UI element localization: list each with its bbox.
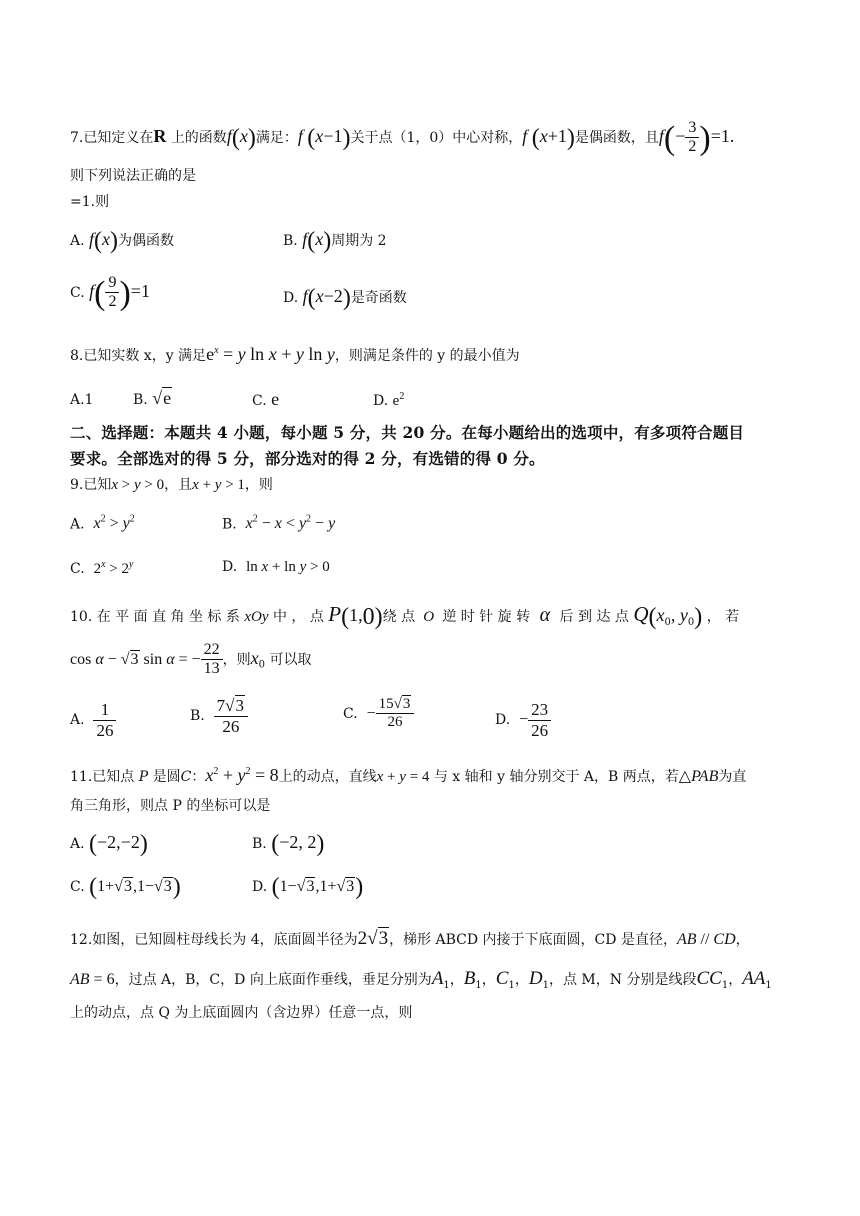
q12-stem-text: ，点 M，N 分别是线段 [548,972,697,988]
option-label: D. [283,290,299,306]
formula-f-x-minus-1: f [297,125,303,146]
q7-stem-text: 满足： [255,129,298,146]
q10-line2: cos α − √3 sin α = − $\frac{22}{13}$ ，则$x_0$ 可以取 [70,641,312,678]
formula-fx: f [226,125,232,146]
section-2-heading-line2: 要求。全部选对的得 5 分，部分选对的得 2 分，有选错的得 0 分。 [70,449,545,468]
q10-option-a: A. $\frac{1}{26}$ [70,700,116,740]
q7-stem: 7.已知定义在R 上的函数f(x)满足：f (x−1)关于点（1，0）中心对称，f (x+1)是偶函数，且f(− $\frac{3}{2}$ )=1. [70,119,735,157]
option-label: D. [373,393,389,409]
q9-option-b: B. $x^2 - x < y^2 - y$ [222,514,336,533]
option-label: A. [70,836,85,852]
q7-stem-text: 上的函数 [170,129,227,146]
q10-stem-text: 逆 时 针 旋 转 [442,609,531,625]
q7-line3: =1.则 [70,194,110,210]
q8-stem-text: 8.已知实数 x，y 满足 [70,348,207,364]
q10-stem-text: 中 ， 点 [272,609,324,625]
option-label: D. [495,712,511,729]
option-label: B. [222,516,237,533]
option-label: B. [190,708,205,725]
q12-stem-text: 12.如图，已知圆柱母线长为 4，底面圆半径为 [70,932,358,948]
option-text: 是奇函数 [350,290,407,306]
option-text: 为偶函数 [118,233,175,249]
q8-option-a: A.1 [70,392,94,408]
option-label: B. [252,836,267,852]
q8-option-c: C. e [252,389,280,409]
q11-stem-text: 与 x 轴和 y 轴分别交于 A，B 两点，若 [433,769,679,785]
q10-stem: 10. 在 平 面 直 角 坐 标 系 xOy 中 ， 点 P(1,0)绕 点 O 逆 时 针 旋 转 α 后 到 达 点 $Q(x_0$, $y_0$) ， 若 [70,602,740,630]
q7-stem-text: 7.已知定义在 [70,129,154,146]
q10-stem-text: 绕 点 [382,609,416,625]
q9-option-c: C. $2^x > 2^y$ [70,559,134,577]
q8-option-d: D. $e^2$ [373,391,405,409]
q11-option-c: C. (1+√3,1−√3) [70,874,181,900]
q12-stem-text: ，梯形 ABCD 内接于下底面圆，CD 是直径， [389,932,677,948]
option-label: C. [252,393,267,409]
option-label: C. [343,705,358,722]
q10-stem-text: 10. 在 平 面 直 角 坐 标 系 [70,609,240,625]
q7-option-b: B. f(x)周期为 2 [283,228,387,254]
option-label: D. [252,879,268,895]
q11-option-a: A. (−2,−2) [70,831,148,857]
option-label: B. [133,392,148,408]
q8-stem [70,345,520,363]
q11-stem-text: 上的动点，直线 [278,769,377,785]
option-label: C. [70,879,85,895]
q9-option-d: D. ln x + ln y > 0 [222,559,330,575]
q12-line3: 上的动点，点 Q 为上底面圆内（含边界）任意一点，则 [70,1005,413,1021]
q7-option-c: C. f( $\frac{9}{2}$ )=1 [70,274,150,312]
q11-stem-text: 为直 [718,769,747,785]
q9-stem-text: ，则 [244,477,273,493]
q11-stem-text: 11.已知点 [70,769,135,785]
q10-option-b: B. $\frac{7√3}{26}$ [190,696,248,736]
option-label: C. [70,284,85,301]
q10-stem-text: 后 到 达 点 [559,609,629,625]
q7-option-a: A. f(x)为偶函数 [70,228,175,254]
q10-stem-text: 可以取 [269,651,312,668]
formula-f-neg-three-halves: f [658,125,664,146]
q7-stem-text: 关于点（1，0）中心对称， [350,129,523,146]
option-label: A. [70,712,85,729]
option-label: A. [70,516,85,533]
q11-stem-text: ： [191,769,206,785]
q9-option-a: A. $x^2 > y^2$ [70,514,135,533]
option-label: B. [283,233,298,249]
q7-option-d: D. f(x−2)是奇函数 [283,285,407,311]
q11-stem-text: 是圆 [152,769,181,785]
q8-option-b: B. √e [133,388,172,408]
formula-q8-equation: $e^x = y$ ln x + y ln y [206,344,335,364]
q12-stem-text: ，过点 A，B，C，D 向上底面作垂线，垂足分别为 [114,972,432,988]
q11-line2: 角三角形，则点 P 的坐标可以是 [70,798,271,814]
q10-option-d: D. − $\frac{23}{26}$ [495,700,551,740]
q11-option-d: D. (1−√3,1+√3) [252,874,364,900]
set-R-symbol: R [153,125,167,146]
q11-stem: 11.已知点 P 是圆C：$x^2 + y^2 = 8$上的动点，直线x + y = 4 与 x 轴和 y 轴分别交于 A，B 两点，若△PAB为直 [70,765,747,785]
q7-line2: 则下列说法正确的是 [70,168,196,184]
q12-line2: AB = 6，过点 A，B，C，D 向上底面作垂线，垂足分别为$A_1$，$B_1$，$C_1$，$D_1$，点 M，N 分别是线段$CC_1$，$AA_1$ [70,968,772,991]
q10-stem-text: ， 若 [706,609,740,625]
q7-stem-text: 是偶函数，且 [574,129,659,146]
q11-option-b: B. (−2, 2) [252,831,325,857]
option-label: A. [70,233,85,249]
q12-stem: 12.如图，已知圆柱母线长为 4，底面圆半径为2√3，梯形 ABCD 内接于下底面圆，CD 是直径，AB // CD， [70,928,750,949]
q9-stem: 9.已知x > y > 0，且x + y > 1，则 [70,477,273,493]
formula-f-x-plus-1: f [522,125,528,146]
q9-stem-text: 9.已知 [70,477,112,493]
q8-stem-text: ，则满足条件的 y 的最小值为 [334,348,520,364]
option-label: D. [222,559,238,575]
option-label: C. [70,561,85,577]
section-2-heading-line1: 二、选择题：本题共 4 小题，每小题 5 分，共 20 分。在每小题给出的选项中，有多项符合题目 [70,423,745,442]
option-text: 周期为 2 [331,233,387,249]
q10-option-c: C. − $\frac{15√3}{26}$ [343,696,414,732]
q9-stem-text: ，且 [164,477,193,493]
q10-stem-text: ，则 [222,651,251,668]
